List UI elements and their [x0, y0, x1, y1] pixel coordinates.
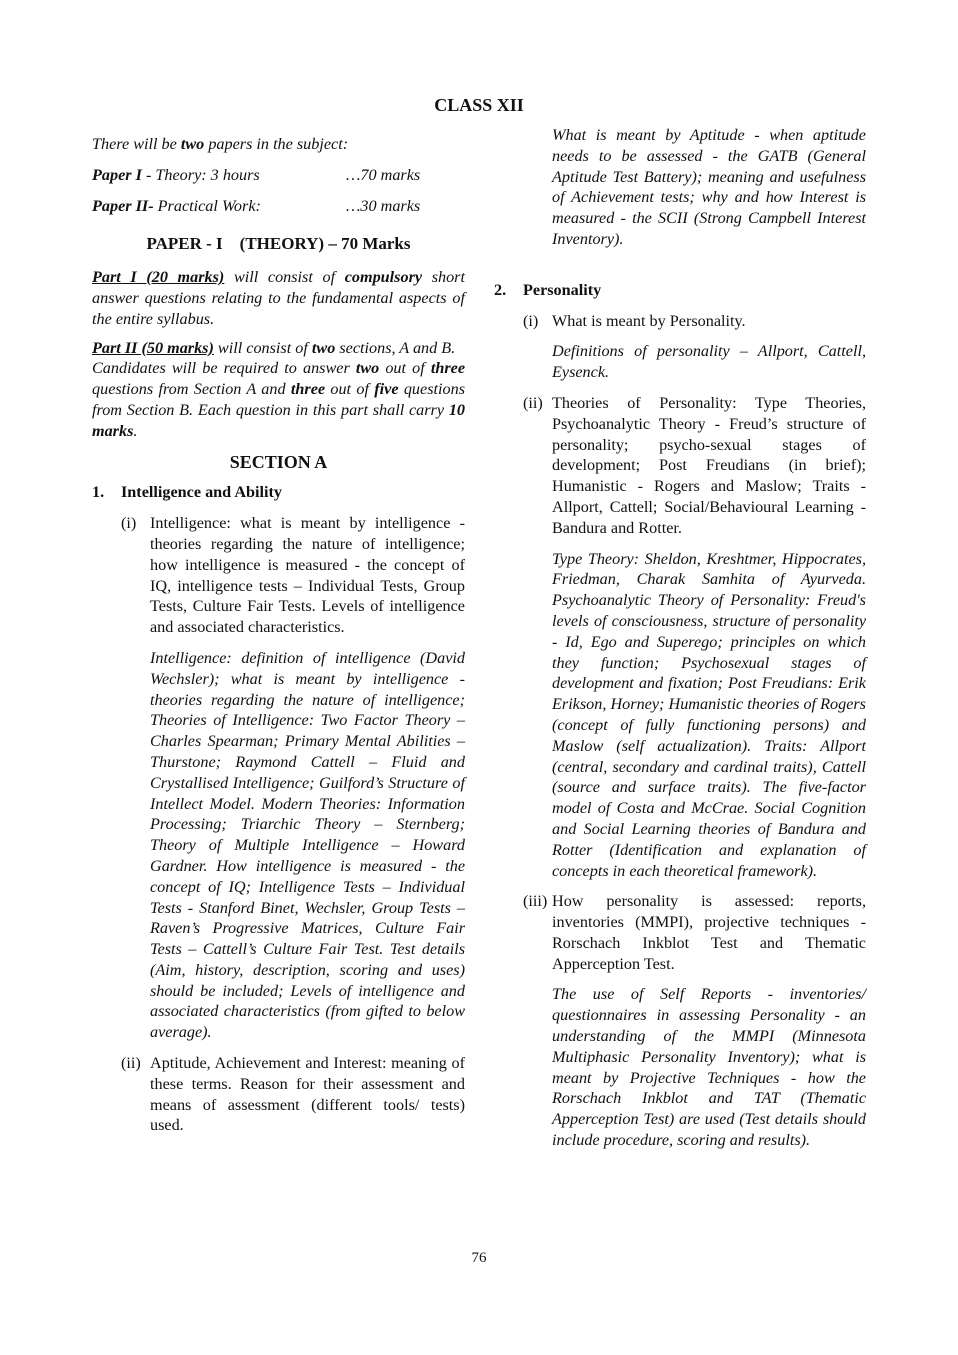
- right-column: [494, 125, 866, 1151]
- topic-2-item-i: (i) What is meant by Personality.: [523, 311, 746, 330]
- topic-1-item-i: (i) Intelligence: what is meant by intelligence - theories regarding the nature of intelligence; how intelligence is measured - the concept of IQ, intelligence tests – Individual Tests, Group Tests, Culture Fair Tests. Levels of intelligence and associated characteristics.: [121, 514, 465, 637]
- section-a-heading: SECTION A: [229, 451, 328, 472]
- topic-2-item-ii: (ii) Theories of Personality: Type Theories, Psychoanalytic Theory - Freud’s structure of personality; psycho-sexual stages of development; Post Freudians (in brief); Humanistic - Rogers and Maslow; Traits - Allport, Cattell; Social/Behavioural Learning - Bandura and Rotter.: [523, 393, 866, 537]
- paper-2-marks: …30 marks: [346, 196, 421, 215]
- paper-heading: PAPER - I (THEORY) – 70 Marks: [146, 234, 411, 254]
- topic-2-item-iii: (iii) How personality is assessed: reports, inventories (MMPI), projective techniques - Rorschach Inkblot Test and Thematic Apperception Test.: [523, 892, 866, 973]
- topic-2-heading: 2. Personality: [494, 280, 602, 299]
- topic-1-item-i-detail: Intelligence: definition of intelligence (David Wechsler); what is meant by intelligence - theories regarding the nature of intelligence; Theories of Intelligence: Two Factor Theory – Charles Spearman; Primary Mental Abilities – Thurstone; Raymond Cattell – Fluid and Crystallised Intelligence; Guilford’s Structure of Intellect Model. Modern Theories: Information Processing; Triarchic Theory – Sternberg; Theory of Multiple Intelligence – Howard Gardner. How intelligence is measured - the concept of IQ; Intelligence Tests – Individual Tests - Stanford Binet, Wechsler, Group Tests – Raven’s Progressive Matrices, Culture Fair Tests – Cattell’s Culture Fair Test. Test details (Aim, history, description, scoring and uses) should be included; Levels of intelligence and associated characteristics (from gifted to below average).: [150, 648, 465, 1042]
- paper-1-marks: …70 marks: [346, 165, 421, 184]
- part-2-description: Part II (50 marks) will consist of two sections, A and B.: [92, 338, 456, 357]
- topic-2-item-iii-detail: The use of Self Reports - inventories/ questionnaires in assessing Personality - an understanding of the MMPI (Minnesota Multiphasic Personality Inventory); what is meant by Projective Techniques - how the Rorschach Inkblot and TAT (Thematic Apperception Test) are used (Test details should include procedure, scoring and results).: [552, 985, 866, 1150]
- topic-1-item-ii: (ii) Aptitude, Achievement and Interest: meaning of these terms. Reason for their assessment and means of assessment (different tools/ tests) used.: [121, 1054, 465, 1135]
- topic-2-item-ii-detail: Type Theory: Sheldon, Kreshtmer, Hippocrates, Friedman, Charak Samhita of Ayurveda. Psychoanalytic Theory of Personality: Freud's levels of consciousness, structure of personality - Id, Ego and Superego; principles on which they function; Psychosexual stages of development and fixation; Post Freudians: Erik Erikson, Horney; Humanistic theories of Rogers (concept of fully functioning persons) and Maslow (self actualization). Traits: Allport (central, secondary and cardinal traits), Cattell (source and surface traits). The five-factor model of Costa and McCrae. Social Cognition and Social Learning theories of Bandura and Rotter (Identification and explanation of concepts in each theoretical framework).: [552, 549, 866, 880]
- left-column: [92, 134, 465, 1136]
- paper-1-row: Paper I - Theory: 3 hours …70 marks: [92, 165, 421, 184]
- topic-2-item-i-detail: Definitions of personality – Allport, Cattell, Eysenck.: [552, 342, 866, 382]
- part-1-description: Part I (20 marks) will consist of compulsory short answer questions relating to the fundamental aspects of the entire syllabus.: [92, 268, 465, 328]
- page-number: 76: [471, 1250, 487, 1266]
- page-title: CLASS XII: [434, 95, 524, 115]
- topic-1-heading: 1. Intelligence and Ability: [92, 483, 282, 502]
- topic-1-item-ii-detail: What is meant by Aptitude - when aptitude needs to be assessed - the GATB (General Aptitude Test Battery); meaning and usefulness of Achievement tests; why and how Interest is measured - the SCII (Strong Campbell Interest Inventory).: [552, 126, 866, 248]
- paper-2-label: Paper II-: [92, 196, 154, 215]
- paper-1-label: Paper I: [92, 165, 142, 184]
- intro-line: There will be two papers in the subject:: [92, 135, 349, 153]
- candidates-instructions: Candidates will be required to answer two out of three questions from Section A and three out of five questions from Section B. Each question in this part shall carry 10 marks.: [92, 359, 465, 440]
- paper-2-row: Paper II- Practical Work: …30 marks: [92, 196, 421, 215]
